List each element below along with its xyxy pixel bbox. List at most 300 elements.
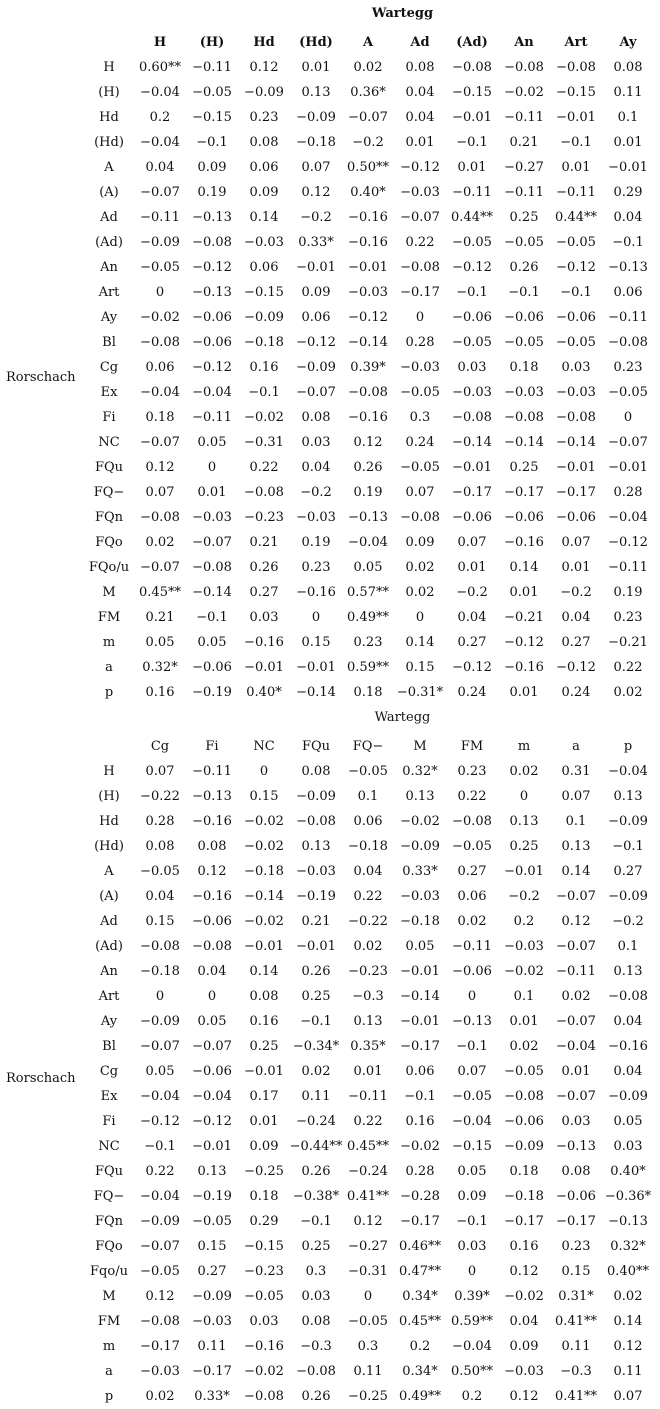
table-cell: 0.11 <box>353 1364 383 1379</box>
table-cell: −0.17 <box>504 485 544 500</box>
table-cell: 0.14 <box>561 864 591 879</box>
table-cell: −0.2 <box>352 135 384 150</box>
row-label: FQo/u <box>88 560 130 575</box>
table-cell: 0.12 <box>249 60 279 75</box>
column-header: m <box>517 739 531 754</box>
row-label: p <box>104 1389 114 1404</box>
table-cell: −0.12 <box>192 1114 232 1129</box>
table-cell: 0.21 <box>249 535 279 550</box>
table-cell: −0.08 <box>556 410 596 425</box>
table-cell: −0.05 <box>452 1089 492 1104</box>
table-cell: 0 <box>207 989 217 1004</box>
table-cell: −0.21 <box>504 610 544 625</box>
table-cell: 0.21 <box>145 610 175 625</box>
table-cell: 0.45** <box>139 585 181 600</box>
table-cell: 0.32* <box>142 660 178 675</box>
table-cell: −0.23 <box>244 510 284 525</box>
row-label: Ay <box>100 1014 118 1029</box>
table-row <box>0 155 660 180</box>
table-row <box>0 380 660 405</box>
table-cell: 0.11 <box>561 1339 591 1354</box>
table-row <box>0 959 660 984</box>
table-cell: 0.04 <box>613 1014 643 1029</box>
table-cell: 0.05 <box>353 560 383 575</box>
table-cell: 0.35* <box>350 1039 386 1054</box>
table-row <box>0 909 660 934</box>
table-row <box>0 1209 660 1234</box>
table-cell: 0.07 <box>561 789 591 804</box>
table-cell: −0.05 <box>556 235 596 250</box>
table-cell: −0.25 <box>348 1389 388 1404</box>
table-cell: 0.49** <box>347 610 389 625</box>
table-cell: 0.14 <box>249 964 279 979</box>
table-cell: −0.04 <box>140 385 180 400</box>
table-cell: 0.33* <box>402 864 438 879</box>
table-cell: −0.18 <box>244 864 284 879</box>
table-cell: 0.04 <box>301 460 331 475</box>
table-cell: −0.08 <box>244 485 284 500</box>
table-cell: 0.08 <box>613 60 643 75</box>
table-cell: 0.34* <box>402 1364 438 1379</box>
table-cell: −0.09 <box>140 235 180 250</box>
table-cell: −0.14 <box>244 889 284 904</box>
table-cell: −0.11 <box>556 964 596 979</box>
table-cell: −0.24 <box>296 1114 336 1129</box>
column-header: a <box>572 739 580 754</box>
table-cell: 0.22 <box>353 1114 383 1129</box>
table-cell: −0.1 <box>560 135 592 150</box>
table-cell: −0.08 <box>452 60 492 75</box>
table-row <box>0 1109 660 1134</box>
table-cell: 0.06 <box>353 814 383 829</box>
table-cell: −0.08 <box>140 939 180 954</box>
table-cell: 0.1 <box>617 939 639 954</box>
table-cell: −0.08 <box>504 410 544 425</box>
table-cell: 0.27 <box>457 864 487 879</box>
table-cell: −0.16 <box>192 889 232 904</box>
table-cell: −0.13 <box>192 285 232 300</box>
table-cell: 0.05 <box>405 939 435 954</box>
table-cell: 0.25 <box>509 210 539 225</box>
column-header: (Hd) <box>299 35 333 50</box>
table-cell: 0.05 <box>197 635 227 650</box>
table-cell: −0.07 <box>348 110 388 125</box>
table-cell: 0.57** <box>347 585 389 600</box>
table-cell: −0.36* <box>604 1189 652 1204</box>
table-cell: −0.07 <box>556 1089 596 1104</box>
table-cell: −0.13 <box>608 260 648 275</box>
table-cell: 0.25 <box>509 839 539 854</box>
table-row <box>0 934 660 959</box>
table-cell: 0.07 <box>301 160 331 175</box>
table-cell: −0.06 <box>452 310 492 325</box>
table-cell: −0.04 <box>140 1189 180 1204</box>
table-cell: −0.13 <box>192 210 232 225</box>
table-cell: 0.34* <box>402 1289 438 1304</box>
table-cell: 0.06 <box>145 360 175 375</box>
table-cell: 0.11 <box>613 1364 643 1379</box>
column-header-row <box>0 734 660 759</box>
table-cell: −0.16 <box>504 535 544 550</box>
table-cell: 0.01 <box>197 485 227 500</box>
row-label: a <box>105 1364 113 1379</box>
table-cell: −0.18 <box>296 135 336 150</box>
table-row <box>0 1384 660 1409</box>
table-cell: 0.06 <box>249 260 279 275</box>
table-cell: 0.12 <box>197 864 227 879</box>
table-cell: 0.02 <box>613 1289 643 1304</box>
row-label: Fi <box>102 410 116 425</box>
row-label: Ay <box>100 310 118 325</box>
table-cell: 0.28 <box>145 814 175 829</box>
row-label: Bl <box>102 1039 116 1054</box>
table-cell: −0.1 <box>144 1139 176 1154</box>
table-cell: 0.26 <box>353 460 383 475</box>
table-cell: −0.01 <box>556 110 596 125</box>
table-row <box>0 984 660 1009</box>
table-cell: 0.03 <box>561 360 591 375</box>
table-cell: −0.17 <box>452 485 492 500</box>
table-cell: 0.40** <box>607 1264 649 1279</box>
table-cell: −0.04 <box>348 535 388 550</box>
table-cell: −0.09 <box>140 1014 180 1029</box>
table-cell: 0.41** <box>555 1314 597 1329</box>
table-cell: −0.06 <box>192 914 232 929</box>
table-cell: −0.11 <box>452 939 492 954</box>
table-cell: 0.03 <box>249 1314 279 1329</box>
table-cell: −0.14 <box>348 335 388 350</box>
table-cell: 0.39* <box>350 360 386 375</box>
table-cell: −0.02 <box>140 310 180 325</box>
row-label: Ex <box>100 385 118 400</box>
table-cell: 0.22 <box>457 789 487 804</box>
table-cell: −0.1 <box>560 285 592 300</box>
table-cell: −0.05 <box>608 385 648 400</box>
table-cell: −0.23 <box>348 964 388 979</box>
table-cell: 0.09 <box>457 1189 487 1204</box>
table-cell: 0.12 <box>145 460 175 475</box>
table-cell: 0.12 <box>561 914 591 929</box>
table-cell: −0.09 <box>400 839 440 854</box>
table-cell: 0.08 <box>301 1314 331 1329</box>
table-cell: −0.04 <box>556 1039 596 1054</box>
table-cell: −0.03 <box>296 510 336 525</box>
table-row <box>0 55 660 80</box>
table-cell: −0.05 <box>244 1289 284 1304</box>
table-cell: 0.13 <box>301 839 331 854</box>
column-header: FQu <box>301 739 331 754</box>
table-cell: 0.03 <box>301 1289 331 1304</box>
column-header: NC <box>253 739 275 754</box>
table-cell: −0.17 <box>140 1339 180 1354</box>
table-cell: −0.12 <box>504 635 544 650</box>
table-cell: 0.32* <box>402 764 438 779</box>
table-cell: −0.11 <box>452 185 492 200</box>
table-cell: −0.12 <box>140 1114 180 1129</box>
table-cell: 0.2 <box>149 110 171 125</box>
table-cell: −0.11 <box>192 60 232 75</box>
table-cell: −0.02 <box>244 410 284 425</box>
table-cell: −0.04 <box>192 1089 232 1104</box>
table-cell: −0.09 <box>140 1214 180 1229</box>
table-cell: 0.29 <box>613 185 643 200</box>
row-label: Ad <box>100 914 118 929</box>
table-cell: 0.18 <box>509 360 539 375</box>
table-cell: −0.09 <box>504 1139 544 1154</box>
table-cell: 0.02 <box>405 585 435 600</box>
table-cell: −0.01 <box>192 1139 232 1154</box>
table-row <box>0 605 660 630</box>
table-cell: −0.05 <box>452 335 492 350</box>
table-row <box>0 859 660 884</box>
table-cell: −0.01 <box>556 460 596 475</box>
table-cell: −0.16 <box>504 660 544 675</box>
table-row <box>0 1334 660 1359</box>
table-cell: 0.12 <box>613 1339 643 1354</box>
column-header-row <box>0 30 660 55</box>
table-cell: −0.11 <box>504 185 544 200</box>
table-cell: −0.03 <box>504 939 544 954</box>
table-cell: 0.01 <box>509 685 539 700</box>
table-row <box>0 205 660 230</box>
table-cell: 0.2 <box>409 1339 431 1354</box>
table-cell: 0.01 <box>301 60 331 75</box>
table-cell: −0.15 <box>452 85 492 100</box>
column-header: Ay <box>619 35 637 50</box>
table-row <box>0 1309 660 1334</box>
table-row <box>0 1034 660 1059</box>
table-cell: 0.28 <box>405 1164 435 1179</box>
table-cell: 0.05 <box>197 1014 227 1029</box>
table-cell: 0.25 <box>509 460 539 475</box>
column-header: Cg <box>150 739 170 754</box>
table-cell: 0.25 <box>301 1239 331 1254</box>
table-cell: 0.05 <box>145 635 175 650</box>
row-label: FQu <box>94 1164 124 1179</box>
table-cell: 0.16 <box>145 685 175 700</box>
table-cell: −0.06 <box>192 660 232 675</box>
table-cell: 0.22 <box>405 235 435 250</box>
table-cell: −0.16 <box>348 410 388 425</box>
row-label: (A) <box>99 185 119 200</box>
column-header: Art <box>564 35 588 50</box>
table-cell: 0.28 <box>405 335 435 350</box>
table-cell: 0 <box>363 1289 373 1304</box>
table-cell: 0.2 <box>513 914 535 929</box>
row-label: FQu <box>94 460 124 475</box>
table-cell: −0.01 <box>244 660 284 675</box>
table-row <box>0 355 660 380</box>
table-cell: 0.04 <box>405 110 435 125</box>
table-cell: 0.59** <box>347 660 389 675</box>
table-cell: −0.05 <box>504 235 544 250</box>
table-cell: 0.18 <box>145 410 175 425</box>
table-cell: 0.09 <box>405 535 435 550</box>
table-cell: −0.02 <box>244 914 284 929</box>
table-cell: 0.13 <box>197 1164 227 1179</box>
table-cell: 0.23 <box>301 560 331 575</box>
table-cell: −0.01 <box>504 864 544 879</box>
table-cell: −0.04 <box>608 510 648 525</box>
table-cell: 0.08 <box>145 839 175 854</box>
table-cell: 0.04 <box>561 610 591 625</box>
table-cell: 0.12 <box>509 1389 539 1404</box>
table-cell: −0.31 <box>348 1264 388 1279</box>
table-cell: 0.27 <box>249 585 279 600</box>
table-cell: −0.08 <box>608 989 648 1004</box>
table-row <box>0 130 660 155</box>
table-row <box>0 580 660 605</box>
table-cell: −0.03 <box>504 385 544 400</box>
table-cell: −0.04 <box>140 85 180 100</box>
table-cell: −0.3 <box>352 989 384 1004</box>
table-cell: −0.18 <box>348 839 388 854</box>
row-label: (Ad) <box>95 939 123 954</box>
table-cell: −0.1 <box>300 1214 332 1229</box>
column-header: (Ad) <box>456 35 488 50</box>
row-label: Hd <box>99 110 119 125</box>
table-cell: −0.16 <box>192 814 232 829</box>
table-row <box>0 280 660 305</box>
row-label: p <box>104 685 114 700</box>
table-cell: −0.1 <box>612 235 644 250</box>
table-row <box>0 834 660 859</box>
table-cell: 0.12 <box>301 185 331 200</box>
table-cell: −0.06 <box>556 1189 596 1204</box>
table-cell: 0.50** <box>451 1364 493 1379</box>
table-cell: −0.01 <box>296 260 336 275</box>
table-cell: −0.07 <box>296 385 336 400</box>
table-cell: −0.06 <box>504 310 544 325</box>
table-cell: 0.21 <box>301 914 331 929</box>
table-cell: −0.03 <box>504 1364 544 1379</box>
table-cell: −0.22 <box>348 914 388 929</box>
table-cell: 0.27 <box>197 1264 227 1279</box>
table-cell: 0.02 <box>457 914 487 929</box>
table-cell: −0.17 <box>504 1214 544 1229</box>
table-cell: −0.15 <box>556 85 596 100</box>
table-cell: −0.01 <box>296 939 336 954</box>
table-cell: −0.04 <box>140 1089 180 1104</box>
table-cell: 0.07 <box>457 1064 487 1079</box>
table-cell: 0.45** <box>399 1314 441 1329</box>
table-cell: −0.08 <box>348 385 388 400</box>
table-cell: 0.09 <box>509 1339 539 1354</box>
table-cell: 0.04 <box>145 160 175 175</box>
table-cell: 0.16 <box>249 360 279 375</box>
table-cell: −0.12 <box>452 660 492 675</box>
table-cell: 0.49** <box>399 1389 441 1404</box>
table-cell: −0.2 <box>508 889 540 904</box>
row-label: m <box>102 635 116 650</box>
table-cell: 0.03 <box>249 610 279 625</box>
table-cell: −0.08 <box>140 335 180 350</box>
table-cell: 0.1 <box>565 814 587 829</box>
table-cell: −0.17 <box>192 1364 232 1379</box>
table-cell: 0.04 <box>457 610 487 625</box>
table-cell: −0.08 <box>504 60 544 75</box>
table-cell: 0.16 <box>509 1239 539 1254</box>
table-cell: 0.18 <box>249 1189 279 1204</box>
table-cell: −0.21 <box>608 635 648 650</box>
row-label: H <box>103 60 115 75</box>
table-cell: 0.04 <box>405 85 435 100</box>
table-cell: −0.07 <box>140 1039 180 1054</box>
table-cell: −0.24 <box>348 1164 388 1179</box>
table-cell: −0.03 <box>192 1314 232 1329</box>
table-cell: −0.17 <box>556 1214 596 1229</box>
table-cell: −0.04 <box>452 1114 492 1129</box>
table-row <box>0 630 660 655</box>
table-cell: −0.14 <box>504 435 544 450</box>
table-body <box>0 55 660 705</box>
table-row <box>0 330 660 355</box>
table-cell: −0.38* <box>292 1189 340 1204</box>
table-cell: −0.09 <box>608 1089 648 1104</box>
table-cell: 0.31 <box>561 764 591 779</box>
table-cell: −0.11 <box>608 310 648 325</box>
table-cell: 0.32* <box>610 1239 646 1254</box>
table-cell: −0.01 <box>452 110 492 125</box>
table-cell: −0.01 <box>452 460 492 475</box>
table-cell: 0.05 <box>613 1114 643 1129</box>
table-cell: 0.04 <box>145 889 175 904</box>
table-cell: 0.07 <box>405 485 435 500</box>
table-cell: 0.03 <box>457 360 487 375</box>
table-cell: −0.1 <box>456 1214 488 1229</box>
table-cell: 0.07 <box>145 764 175 779</box>
table-cell: −0.12 <box>608 535 648 550</box>
table-cell: 0.08 <box>301 410 331 425</box>
table-cell: −0.02 <box>244 1364 284 1379</box>
row-label: (H) <box>98 789 120 804</box>
table-cell: −0.01 <box>400 964 440 979</box>
table-row <box>0 305 660 330</box>
table-cell: −0.15 <box>244 285 284 300</box>
table-cell: −0.03 <box>400 360 440 375</box>
table-cell: −0.09 <box>244 85 284 100</box>
table-cell: 0.09 <box>249 185 279 200</box>
table-cell: −0.08 <box>192 235 232 250</box>
table-cell: 0.39* <box>454 1289 490 1304</box>
table-cell: −0.08 <box>400 260 440 275</box>
table-cell: −0.02 <box>400 1139 440 1154</box>
table-cell: 0 <box>415 310 425 325</box>
row-label: H <box>103 764 115 779</box>
table-cell: −0.05 <box>192 1214 232 1229</box>
table-cell: 0 <box>259 764 269 779</box>
table-cell: −0.11 <box>504 110 544 125</box>
table-cell: −0.03 <box>400 889 440 904</box>
column-header: FM <box>460 739 484 754</box>
table-cell: −0.07 <box>140 185 180 200</box>
table-cell: −0.09 <box>296 789 336 804</box>
table-row <box>0 105 660 130</box>
table-cell: −0.16 <box>348 235 388 250</box>
table-cell: 0.08 <box>561 1164 591 1179</box>
table-cell: 0.04 <box>613 1064 643 1079</box>
table-cell: 0.12 <box>145 1289 175 1304</box>
table-cell: −0.03 <box>296 864 336 879</box>
table-cell: −0.05 <box>504 335 544 350</box>
table-row <box>0 1234 660 1259</box>
table-cell: −0.08 <box>504 1089 544 1104</box>
table-cell: 0.36* <box>350 85 386 100</box>
row-label: FQo <box>95 535 123 550</box>
table-cell: −0.44** <box>289 1139 343 1154</box>
table-cell: 0.22 <box>249 460 279 475</box>
table-cell: −0.05 <box>140 260 180 275</box>
